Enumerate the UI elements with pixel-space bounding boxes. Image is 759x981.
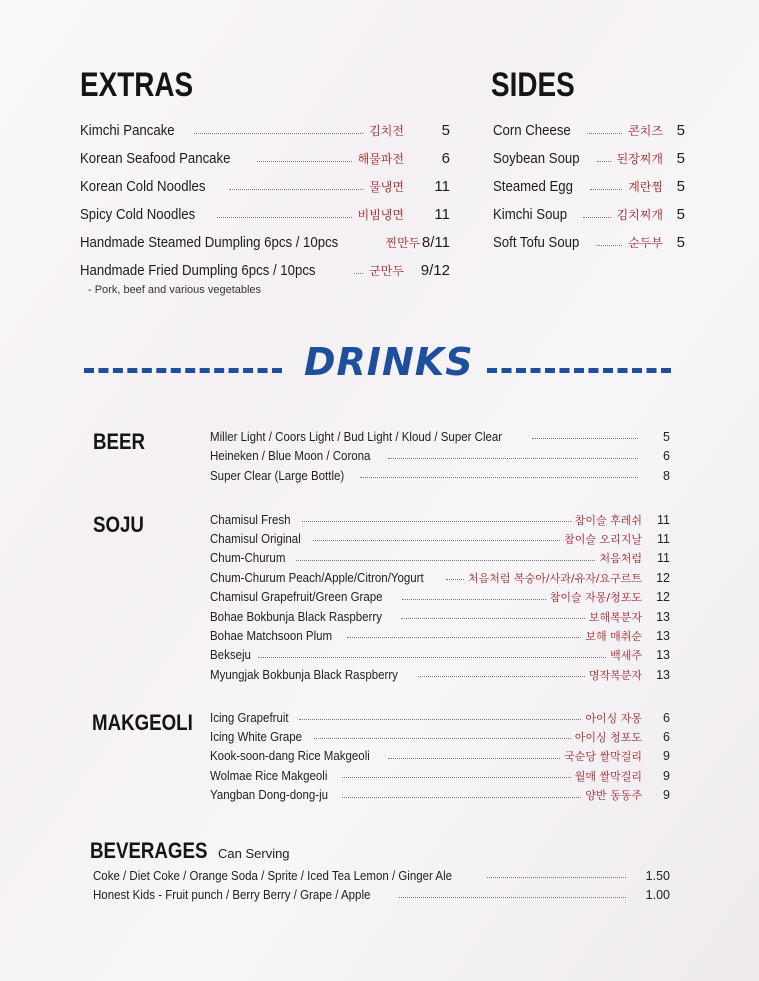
item-korean-name: 물냉면 — [369, 179, 404, 194]
menu-item-row — [80, 232, 450, 252]
drink-korean-name: 백세주 — [610, 649, 642, 663]
drink-name: Wolmae Rice Makgeoli — [210, 768, 328, 783]
item-korean-name: 군만두 — [369, 263, 404, 278]
drink-item-row — [210, 787, 670, 804]
dot-leader — [217, 217, 352, 218]
drink-name: Kook-soon-dang Rice Makgeoli — [210, 749, 370, 764]
dot-leader — [487, 877, 626, 878]
item-name: Kimchi Pancake — [80, 121, 175, 139]
drink-korean-name: 참이슬 오리지날 — [564, 532, 642, 546]
dot-leader — [342, 777, 571, 778]
drink-item-row — [210, 709, 670, 726]
item-korean-name: 순두부 — [628, 235, 663, 250]
drink-price: 5 — [663, 429, 670, 444]
menu-item-row — [80, 120, 450, 140]
drink-item-row — [210, 428, 670, 445]
drink-price: 12 — [656, 570, 670, 585]
drink-price: 13 — [656, 667, 670, 682]
dot-leader — [402, 599, 546, 600]
drink-korean-name: 월매 쌀막걸리 — [574, 769, 642, 783]
drink-item-row — [210, 608, 670, 625]
drink-price: 9 — [663, 768, 670, 783]
item-korean-name: 콘치즈 — [628, 123, 663, 138]
item-price: 6 — [441, 149, 450, 167]
dot-leader — [342, 797, 581, 798]
dot-leader — [401, 618, 585, 619]
drink-price: 11 — [657, 551, 670, 566]
item-name: Soft Tofu Soup — [493, 233, 580, 251]
item-name: Korean Seafood Pancake — [80, 149, 231, 167]
dot-leader — [347, 637, 582, 638]
makgeoli-title: MAKGEOLI — [92, 710, 193, 735]
soju-title: SOJU — [93, 512, 144, 537]
dot-leader — [532, 438, 638, 439]
dot-leader — [299, 719, 581, 720]
drink-item-row — [210, 569, 670, 586]
drink-price: 11 — [657, 512, 670, 527]
item-name: Handmade Fried Dumpling 6pcs / 10pcs — [80, 261, 316, 279]
drink-korean-name: 명작복분자 — [588, 668, 642, 682]
drink-price: 9 — [663, 749, 670, 764]
drink-item-row — [210, 627, 670, 644]
item-korean-name: 해물파전 — [357, 151, 404, 166]
menu-item-row — [493, 176, 685, 196]
item-korean-name: 계란찜 — [628, 179, 663, 194]
dot-leader — [360, 477, 638, 478]
drink-item-row — [210, 511, 670, 528]
drink-item-row — [210, 448, 670, 465]
drink-korean-name: 처음처럼 — [599, 552, 642, 566]
drink-item-row — [210, 748, 670, 765]
drink-price: 8 — [663, 468, 670, 483]
dot-leader — [354, 273, 364, 274]
dot-leader — [229, 189, 364, 190]
menu-item-row — [80, 260, 450, 280]
drink-item-row — [210, 767, 670, 784]
dot-leader — [388, 758, 560, 759]
drink-price: 11 — [657, 531, 670, 546]
drink-name: Chamisul Grapefruit/Green Grape — [210, 590, 383, 605]
drink-item-row — [210, 550, 670, 567]
drink-item-row — [210, 589, 670, 606]
drink-price: 12 — [656, 590, 670, 605]
dot-leader — [388, 458, 638, 459]
drink-name: Yangban Dong-dong-ju — [210, 788, 329, 803]
drink-name: Icing Grapefruit — [210, 710, 289, 725]
drink-korean-name: 참이슬 후레쉬 — [574, 513, 642, 527]
item-name: Corn Cheese — [493, 121, 571, 139]
dot-leader — [313, 540, 560, 541]
drink-name: Chum-Churum Peach/Apple/Citron/Yogurt — [210, 570, 424, 585]
item-price: 11 — [434, 177, 450, 195]
drink-price: 6 — [663, 449, 670, 463]
drink-name: Chamisul Fresh — [210, 512, 291, 527]
beverage-name: Coke / Diet Coke / Orange Soda / Sprite / Iced Tea Lemon / Ginger Ale — [93, 868, 453, 883]
drink-price: 13 — [656, 609, 670, 624]
drink-item-row — [210, 647, 670, 664]
item-name: Korean Cold Noodles — [80, 177, 206, 195]
menu-item-row — [493, 148, 685, 168]
drink-price: 13 — [656, 648, 670, 663]
drink-name: Super Clear (Large Bottle) — [210, 468, 345, 483]
drink-korean-name: 처음처럼 복숭아/사과/유자/요구르트 — [467, 571, 642, 585]
menu-item-row — [493, 204, 685, 224]
drink-item-row — [210, 467, 670, 484]
menu-item-row — [493, 232, 685, 252]
beverage-item-row — [93, 867, 670, 884]
extras-note: - Pork, beef and various vegetables — [88, 284, 262, 296]
item-price: 5 — [676, 121, 685, 139]
drink-name: Icing White Grape — [210, 729, 303, 744]
dot-leader — [590, 189, 622, 190]
drink-item-row — [210, 728, 670, 745]
drink-name: Heineken / Blue Moon / Corona — [210, 449, 371, 463]
dot-leader — [583, 217, 610, 218]
drink-korean-name: 보해 매취순 — [585, 629, 642, 643]
dot-leader — [597, 161, 610, 162]
beverage-name: Honest Kids - Fruit punch / Berry Berry / Grape / Apple — [93, 888, 371, 902]
dot-leader — [258, 657, 606, 658]
item-korean-name: 찐만두 — [385, 235, 421, 250]
menu-item-row — [80, 148, 450, 168]
beverages-subtitle: Can Serving — [218, 846, 290, 861]
dot-leader — [257, 161, 352, 162]
item-price: 11 — [434, 205, 450, 223]
drink-name: Bohae Matchsoon Plum — [210, 628, 333, 643]
item-name: Handmade Steamed Dumpling 6pcs / 10pcs — [80, 233, 339, 251]
dot-leader — [314, 738, 571, 739]
drinks-dash-left — [84, 368, 282, 373]
beverage-item-row — [93, 887, 670, 904]
item-korean-name: 비빔냉면 — [357, 207, 404, 222]
drink-korean-name: 양반 동동주 — [585, 789, 642, 803]
drinks-title: DRINKS — [304, 340, 474, 384]
beverage-price: 1.50 — [645, 868, 670, 883]
drink-name: Chamisul Original — [210, 531, 301, 546]
item-price: 5 — [676, 233, 685, 251]
item-korean-name: 김치전 — [369, 123, 404, 138]
item-price: 5 — [676, 149, 685, 167]
dot-leader — [418, 676, 585, 677]
drink-item-row — [210, 666, 670, 683]
drink-name: Chum-Churum — [210, 551, 286, 566]
drink-korean-name: 아이싱 청포도 — [574, 730, 642, 744]
item-name: Steamed Egg — [493, 177, 573, 195]
drink-price: 9 — [663, 788, 670, 803]
drink-name: Myungjak Bokbunja Black Raspberry — [210, 667, 398, 682]
item-name: Spicy Cold Noodles — [80, 205, 196, 223]
item-price: 5 — [676, 205, 685, 223]
item-name: Kimchi Soup — [493, 205, 568, 223]
beverages-title: BEVERAGES — [90, 838, 208, 863]
dot-leader — [296, 560, 596, 561]
drink-name: Bohae Bokbunja Black Raspberry — [210, 609, 382, 624]
item-name: Soybean Soup — [493, 149, 580, 167]
item-price: 5 — [441, 121, 450, 139]
beverage-price: 1.00 — [645, 888, 670, 902]
item-price: 8/11 — [421, 233, 450, 251]
drink-korean-name: 참이슬 자몽/청포도 — [549, 591, 642, 605]
item-price: 9/12 — [420, 261, 450, 279]
drink-korean-name: 국순당 쌀막걸리 — [564, 750, 642, 764]
drinks-dash-right — [487, 368, 671, 373]
item-korean-name: 김치찌개 — [616, 207, 663, 222]
dot-leader — [597, 245, 622, 246]
drink-item-row — [210, 530, 670, 547]
dot-leader — [587, 133, 622, 134]
drink-korean-name: 보해복분자 — [588, 610, 642, 624]
dot-leader — [399, 897, 626, 898]
menu-item-row — [80, 204, 450, 224]
drink-price: 6 — [663, 710, 670, 725]
dot-leader — [194, 133, 364, 134]
item-korean-name: 된장찌개 — [616, 151, 663, 166]
drink-name: Bekseju — [210, 648, 251, 663]
beer-title: BEER — [93, 429, 145, 454]
item-price: 5 — [676, 177, 685, 195]
drink-price: 6 — [663, 729, 670, 744]
drink-name: Miller Light / Coors Light / Bud Light / Kloud / Super Clear — [210, 429, 503, 444]
drink-korean-name: 아이싱 자몽 — [585, 711, 642, 725]
drink-price: 13 — [656, 628, 670, 643]
dot-leader — [302, 521, 571, 522]
menu-item-row — [493, 120, 685, 140]
extras-title: EXTRAS — [80, 66, 194, 104]
dot-leader — [446, 579, 464, 580]
sides-title: SIDES — [491, 66, 575, 104]
menu-item-row — [80, 176, 450, 196]
